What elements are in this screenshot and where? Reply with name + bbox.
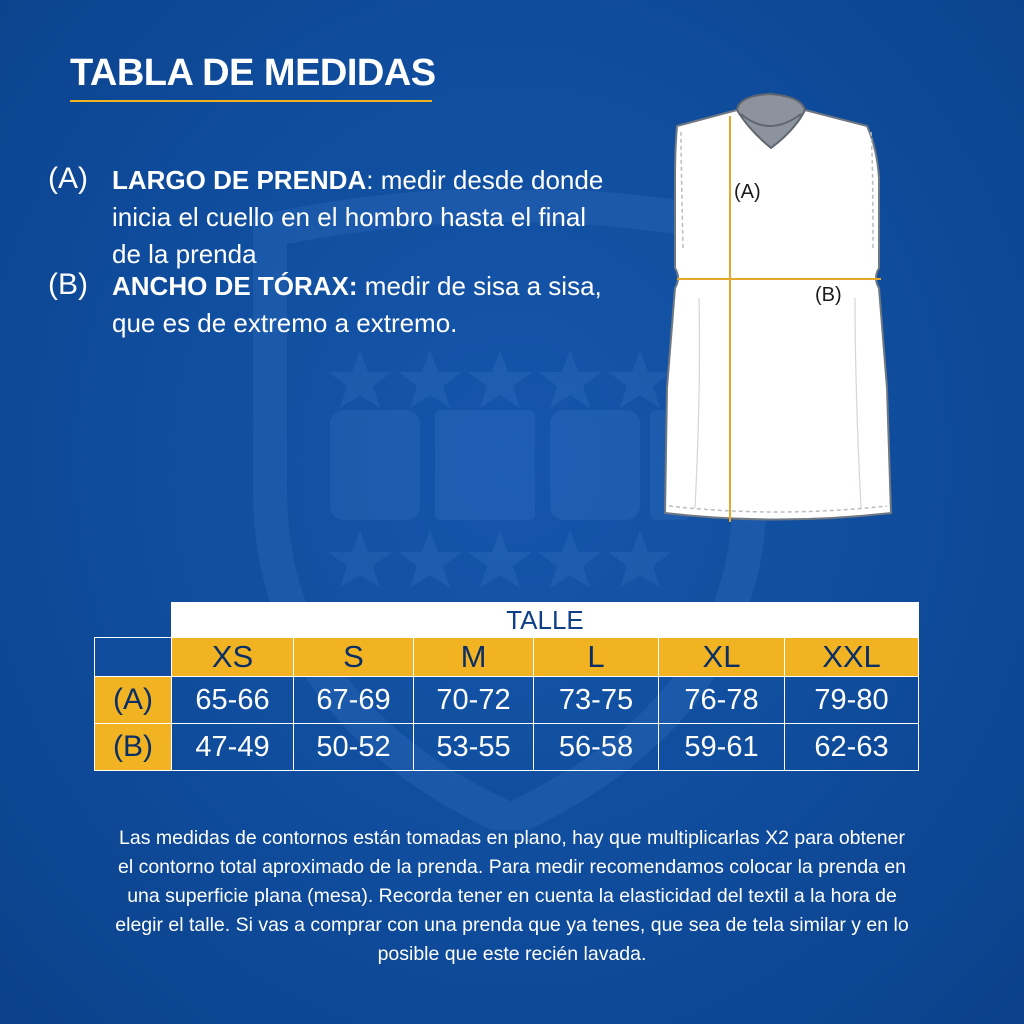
size-l: L: [534, 638, 659, 677]
title-underline: [70, 100, 432, 102]
sleeveless-shirt-diagram-icon: [655, 88, 895, 528]
definition-a-term: LARGO DE PRENDA: [112, 165, 367, 195]
size-xs: XS: [172, 638, 294, 677]
cell-a-m: 70-72: [414, 677, 534, 724]
size-xxl: XXL: [785, 638, 919, 677]
cell-a-s: 67-69: [294, 677, 414, 724]
cell-a-xl: 76-78: [659, 677, 785, 724]
garment-label-a: (A): [734, 181, 761, 203]
size-xl: XL: [659, 638, 785, 677]
definition-b-mark: (B): [48, 268, 88, 301]
cell-b-xxl: 62-63: [785, 724, 919, 771]
table-corner: [95, 638, 172, 677]
cell-a-l: 73-75: [534, 677, 659, 724]
table-row: [95, 724, 919, 771]
row-label-b: (B): [95, 724, 172, 771]
garment-label-b: (B): [815, 284, 842, 306]
size-table: [94, 602, 918, 780]
definition-a-desc: : medir desde donde inicia el cuello en el hombro hasta el final de la prenda: [112, 165, 604, 269]
row-label-a: (A): [95, 677, 172, 724]
definition-b-desc: medir de sisa a sisa, que es de extremo a extremo.: [112, 271, 602, 338]
definition-b-term: ANCHO DE TÓRAX:: [112, 271, 358, 301]
size-m: M: [414, 638, 534, 677]
cell-b-l: 56-58: [534, 724, 659, 771]
size-s: S: [294, 638, 414, 677]
page-title: TABLA DE MEDIDAS: [70, 52, 436, 94]
cell-a-xxl: 79-80: [785, 677, 919, 724]
table-row: [95, 677, 919, 724]
definition-a-mark: (A): [48, 162, 88, 195]
cell-b-m: 53-55: [414, 724, 534, 771]
definition-a-text: [112, 162, 608, 273]
cell-b-xs: 47-49: [172, 724, 294, 771]
talle-header: TALLE: [172, 603, 919, 638]
size-chart: [94, 602, 919, 771]
cell-a-xs: 65-66: [172, 677, 294, 724]
definition-b-text: [112, 268, 608, 342]
measurement-note: Las medidas de contornos están tomadas en plano, hay que multiplicarlas X2 para obtener el contorno total aproximado de la prenda. Para medir recomendamos colocar la prenda en una superficie plana (mesa). Recorda tener en cuenta la elasticidad del textil a la hora de elegir el talle. Si vas a comprar con una prenda que ya tenes, que sea de tela similar y en lo posible que este recién lavada.: [115, 827, 909, 965]
cell-b-s: 50-52: [294, 724, 414, 771]
cell-b-xl: 59-61: [659, 724, 785, 771]
